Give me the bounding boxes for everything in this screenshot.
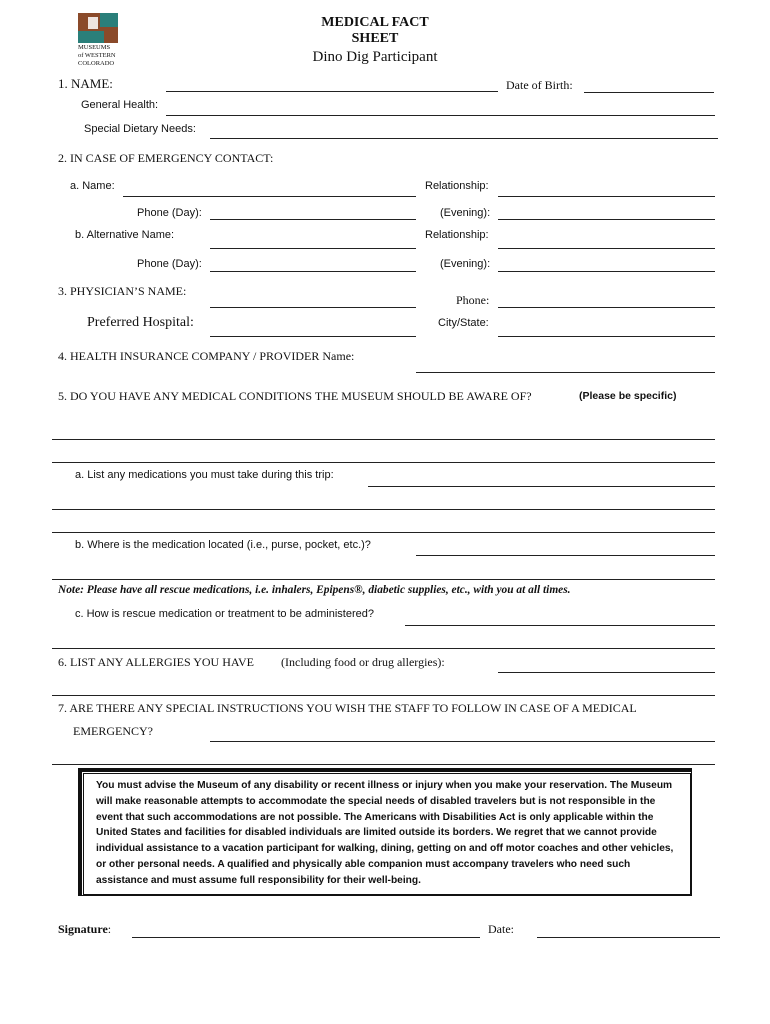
form-title-line2: SHEET	[351, 31, 399, 46]
museum-logo	[78, 13, 118, 71]
hospital-label: Preferred Hospital:	[87, 315, 194, 330]
relationship-label: Relationship:	[425, 180, 489, 192]
relationship-field[interactable]	[498, 196, 715, 197]
medications-field-2[interactable]	[52, 509, 715, 510]
physician-label: 3. PHYSICIAN’S NAME:	[58, 284, 187, 298]
contact-b-name-label: b. Alternative Name:	[75, 229, 175, 241]
allergies-label: 6. LIST ANY ALLERGIES YOU HAVE	[58, 655, 255, 669]
dob-label: Date of Birth:	[506, 78, 573, 92]
special-instructions-field-1[interactable]	[210, 741, 715, 742]
phone-day-field[interactable]	[210, 219, 416, 220]
phone-day-label: Phone (Day):	[137, 207, 202, 219]
evening-field[interactable]	[498, 219, 715, 220]
signature-label: Signature:	[58, 922, 112, 936]
date-field[interactable]	[537, 937, 720, 938]
city-state-label: City/State:	[438, 317, 489, 329]
emergency-contact-heading: 2. IN CASE OF EMERGENCY CONTACT:	[58, 151, 274, 165]
allergies-field-2[interactable]	[52, 695, 715, 696]
special-dietary-label: Special Dietary Needs:	[84, 123, 196, 135]
contact-a-name-field[interactable]	[123, 196, 416, 197]
disability-notice-box	[78, 768, 692, 896]
special-instructions-label-2: EMERGENCY?	[73, 724, 153, 738]
allergies-sub-label: (Including food or drug allergies):	[281, 655, 445, 669]
medication-location-label: b. Where is the medication located (i.e., purse, pocket, etc.)?	[75, 539, 371, 551]
signature-field[interactable]	[132, 937, 480, 938]
evening-label: (Evening):	[440, 207, 491, 219]
medical-conditions-field-2[interactable]	[52, 462, 715, 463]
special-instructions-field-2[interactable]	[52, 764, 715, 765]
rescue-medication-note: Note: Please have all rescue medications, i.e. inhalers, Epipens®, diabetic supplies, etc., with you at all times.	[58, 584, 571, 596]
general-health-label: General Health:	[81, 99, 159, 111]
special-instructions-label: 7. ARE THERE ANY SPECIAL INSTRUCTIONS YOU WISH THE STAFF TO FOLLOW IN CASE OF A MEDICAL	[58, 701, 637, 715]
medication-location-field-2[interactable]	[52, 579, 715, 580]
rescue-administer-field-1[interactable]	[405, 625, 715, 626]
disability-notice-text: You must advise the Museum of any disability or recent illness or injury when you make your reservation. The Museum will make reasonable attempts to accommodate the special needs of disabled travelers but is not responsible in the event that such accommodations are not possible. The Americans with Disabilities Act is only applicable within the United States and facilities for disabled individuals are limited outside its borders. We regret that we cannot provide individual assistance to a vacation participant for walking, dining, getting on and off motor coaches and other vehicles, or other personal needs. A qualified and physically able companion must accompany travelers who need such assistance and must assume full responsibility for their well-being.	[96, 780, 674, 886]
hospital-field[interactable]	[210, 336, 416, 337]
medical-conditions-label: 5. DO YOU HAVE ANY MEDICAL CONDITIONS THE MUSEUM SHOULD BE AWARE OF?	[58, 389, 532, 403]
medications-field-1[interactable]	[368, 486, 715, 487]
physician-field[interactable]	[210, 307, 416, 308]
physician-phone-label: Phone:	[456, 293, 490, 307]
evening2-field[interactable]	[498, 271, 715, 272]
relationship2-field[interactable]	[498, 248, 715, 249]
allergies-field-1[interactable]	[498, 672, 715, 673]
city-state-field[interactable]	[498, 336, 715, 337]
date-label: Date:	[488, 922, 514, 936]
relationship2-label: Relationship:	[425, 229, 489, 241]
dob-field[interactable]	[584, 92, 714, 93]
contact-b-name-field[interactable]	[210, 248, 416, 249]
rescue-administer-label: c. How is rescue medication or treatment to be administered?	[75, 608, 374, 620]
medications-field-3[interactable]	[52, 532, 715, 533]
insurance-field[interactable]	[416, 372, 715, 373]
phone-day2-field[interactable]	[210, 271, 416, 272]
medications-label: a. List any medications you must take during this trip:	[75, 469, 334, 481]
logo-text: MUSEUMS of WESTERN COLORADO	[78, 44, 116, 67]
form-subtitle: Dino Dig Participant	[312, 49, 438, 65]
phone-day2-label: Phone (Day):	[137, 258, 202, 270]
please-specific-label: (Please be specific)	[579, 390, 677, 402]
general-health-field[interactable]	[166, 115, 715, 116]
contact-a-name-label: a. Name:	[70, 180, 115, 192]
special-dietary-field[interactable]	[210, 138, 718, 139]
form-title-line1: MEDICAL FACT	[321, 15, 429, 30]
rescue-administer-field-2[interactable]	[52, 648, 715, 649]
medication-location-field-1[interactable]	[416, 555, 715, 556]
evening2-label: (Evening):	[440, 258, 491, 270]
insurance-label: 4. HEALTH INSURANCE COMPANY / PROVIDER Name:	[58, 349, 355, 363]
physician-phone-field[interactable]	[498, 307, 715, 308]
medical-conditions-field-1[interactable]	[52, 439, 715, 440]
name-label: 1. NAME:	[58, 76, 113, 91]
name-field[interactable]	[166, 91, 498, 92]
museum-logo-mark	[78, 13, 118, 43]
